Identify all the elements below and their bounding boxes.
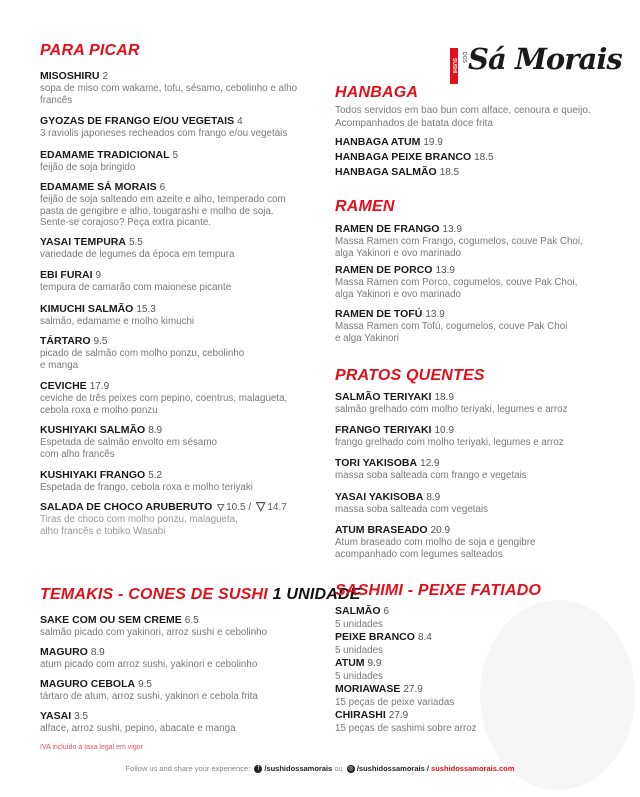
item-desc: 15 peças de peixe variadas [335, 697, 455, 708]
section-title-ramen: RAMEN [335, 198, 395, 215]
item-price: 13.9 [435, 265, 455, 276]
item-name: MISOSHIRU [40, 70, 100, 82]
menu-item [40, 269, 231, 294]
menu-item [335, 491, 488, 516]
large-bowl-icon: ▽ [256, 499, 266, 513]
menu-item [40, 236, 234, 261]
item-desc: variedade de legumes da época em tempura [40, 249, 235, 260]
item-name: HANBAGA ATUM [335, 136, 421, 148]
item-desc: Tiras de choco com molho ponzu, malagueta, alho francês e tobiko Wasabi [40, 514, 238, 537]
menu-item [335, 605, 389, 631]
item-desc: frango grelhado com molho teriyaki, legumes e arroz [335, 437, 564, 448]
item-price: 19.9 [423, 137, 443, 148]
menu-item [40, 149, 178, 174]
menu-item [40, 710, 236, 735]
item-price: 8.4 [417, 632, 432, 643]
item-name: FRANGO TERIYAKI [335, 424, 432, 436]
item-name: RAMEN DE PORCO [335, 264, 433, 276]
item-price: 13.9 [442, 224, 462, 235]
hanbaga-intro: Todos servidos em bao bun com alface, cenoura e queijo. Acompanhados de batata doce frita [335, 105, 591, 129]
menu-item [40, 70, 297, 106]
item-name: YASAI [40, 710, 72, 722]
item-name: YASAI YAKISOBA [335, 491, 424, 503]
vat-note: IVA incluído à taxa legal em vigor [40, 744, 143, 751]
item-name: EDAMAME TRADICIONAL [40, 149, 170, 161]
item-price: 9 [95, 270, 102, 281]
menu-item [40, 115, 287, 140]
item-price: 10.9 [434, 425, 454, 436]
item-name: ATUM [335, 657, 365, 669]
menu-item [40, 424, 217, 460]
item-price: 2 [102, 71, 109, 82]
footer-or: ou [334, 764, 343, 773]
item-desc: alface, arroz sushi, pepino, abacate e manga [40, 723, 236, 734]
item-name: HANBAGA PEIXE BRANCO [335, 151, 472, 163]
item-price: 15.3 [136, 304, 156, 315]
item-price: 9.5 [138, 679, 152, 690]
item-price: 13.9 [425, 309, 445, 320]
facebook-link[interactable]: /sushidossamorais [264, 764, 333, 773]
logo-tag: SUSHI [450, 48, 458, 84]
item-price-small: 10.5 / [226, 502, 252, 513]
section-title-para-picar: PARA PICAR [40, 42, 140, 59]
item-price: 5.5 [128, 237, 143, 248]
item-price: 9.5 [93, 336, 108, 347]
item-price: 18.5 [439, 167, 460, 178]
item-price: 17.9 [89, 381, 110, 392]
item-desc: ceviche de três peixes com pepino, coentrus, malagueta, cebola roxa e molho ponzu [40, 393, 288, 416]
menu-item [335, 151, 494, 164]
menu-item [40, 335, 244, 371]
section-title-pratos-quentes: PRATOS QUENTES [335, 367, 485, 384]
item-desc: sopa de miso com wakame, tofu, sésamo, cebolinho e alho francês [40, 83, 298, 106]
item-price: 6 [383, 606, 390, 617]
item-name: YASAI TEMPURA [40, 236, 126, 248]
item-desc: Espetada de salmão envolto em sésamo com alho francês [40, 437, 217, 460]
menu-item [335, 308, 567, 344]
item-name: ATUM BRASEADO [335, 524, 428, 536]
item-desc: 15 peças de sashimi sobre arroz [335, 723, 477, 734]
item-price: 3.5 [74, 711, 89, 722]
item-desc: massa soba salteada com vegetais [335, 504, 489, 515]
item-name: GYOZAS DE FRANGO E/OU VEGETAIS [40, 115, 235, 127]
facebook-icon: f [254, 765, 262, 773]
item-desc: Espetada de frango, cebola roxa e molho teriyaki [40, 482, 253, 493]
item-price: 5.2 [148, 470, 163, 481]
item-price: 20.9 [430, 525, 451, 536]
logo-dos: DOS [461, 52, 467, 63]
item-desc: feijão de soja salteado em azeite e alho, temperado com pasta de gengibre e alho, tougarashi e molho de soja. Sente-se corajoso? Peça extra picante. [40, 194, 286, 229]
section-title-hanbaga: HANBAGA [335, 84, 419, 101]
item-name: PEIXE BRANCO [335, 631, 415, 643]
section-title-temakis [40, 586, 361, 604]
menu-item [335, 683, 454, 709]
footer-text: Follow us and share your experience: [125, 764, 251, 773]
instagram-link[interactable]: /sushidossamorais [356, 764, 425, 773]
item-name: TORI YAKISOBA [335, 457, 418, 469]
item-name: SALMÃO TERIYAKI [335, 391, 432, 403]
item-desc: salmão picado com yakinori, arroz sushi e cebolinho [40, 627, 268, 638]
temakis-suffix: 1 UNIDADE [272, 586, 361, 603]
small-bowl-icon: ▽ [217, 502, 225, 512]
item-price: 4 [237, 116, 243, 127]
temakis-title: TEMAKIS - CONES DE SUSHI [40, 586, 268, 603]
item-desc: tártaro de atum, arroz sushi, yakinori e cebola frita [40, 691, 258, 702]
background-decoration [480, 600, 635, 790]
item-desc: massa soba salteada com frango e vegetais [335, 470, 527, 481]
menu-item [335, 631, 432, 657]
logo-wordmark: Sá Morais [468, 42, 622, 76]
menu-item [335, 136, 443, 149]
menu-item [40, 181, 286, 229]
item-price: 27.9 [403, 684, 423, 695]
website-link[interactable]: sushidossamorais.com [431, 764, 515, 773]
item-name: EBI FURAI [40, 269, 93, 281]
item-price-large: 14.7 [267, 502, 287, 513]
item-name: MAGURO CEBOLA [40, 678, 136, 690]
menu-item [335, 166, 459, 179]
item-name: SAKE COM OU SEM CREME [40, 614, 182, 626]
menu-item [40, 303, 194, 328]
item-name: MORIAWASE [335, 683, 401, 695]
item-price: 6.5 [184, 615, 199, 626]
menu-item [335, 391, 568, 416]
menu-item [40, 614, 267, 639]
item-name: MAGURO [40, 646, 88, 658]
footer-separator: / [426, 764, 429, 773]
item-desc: 3 raviolis japoneses recheados com frango e/ou vegetais [40, 128, 288, 139]
item-name: HANBAGA SALMÃO [335, 166, 437, 178]
menu-item [335, 264, 577, 300]
menu-item-salada-de-choco [40, 500, 287, 537]
item-desc: Atum braseado com molho de soja e gengibre acompanhado com legumes salteados [335, 537, 536, 560]
item-desc: salmão grelhado com molho teriyaki, legumes e arroz [335, 404, 568, 415]
menu-item [335, 457, 527, 482]
item-desc: picado de salmão com molho ponzu, cebolinho e manga [40, 348, 245, 371]
instagram-icon: ◎ [348, 766, 354, 773]
item-desc: 5 unidades [335, 619, 383, 630]
item-price: 18.5 [474, 152, 494, 163]
item-desc: tempura de camarão com maionese picante [40, 282, 232, 293]
item-name: CHIRASHI [335, 709, 386, 721]
section-title-sashimi: SASHIMI - PEIXE FATIADO [335, 582, 542, 599]
item-name: RAMEN DE FRANGO [335, 223, 440, 235]
item-name: SALMÃO [335, 605, 381, 617]
item-name: TÁRTARO [40, 335, 91, 347]
item-name: KUSHIYAKI FRANGO [40, 469, 146, 481]
item-price: 6 [159, 182, 166, 193]
menu-item [40, 380, 287, 416]
item-price: 18.9 [434, 392, 454, 403]
menu-item [40, 678, 258, 703]
item-price: 9.9 [367, 658, 382, 669]
item-price: 12.9 [420, 458, 440, 469]
menu-item [40, 646, 257, 671]
footer [0, 764, 640, 773]
item-desc: 5 unidades [335, 671, 383, 682]
item-name: KUSHIYAKI SALMÃO [40, 424, 146, 436]
item-name: EDAMAME SÁ MORAIS [40, 181, 157, 193]
item-desc: Massa Ramen com Porco, cogumelos, couve Pak Choi, alga Yakinori e ovo marinado [335, 277, 578, 300]
item-desc: salmão, edamame e molho kimuchi [40, 316, 195, 327]
menu-item [40, 469, 253, 494]
item-name: CEVICHE [40, 380, 87, 392]
brand-logo [450, 42, 622, 88]
item-desc: Massa Ramen com Tofú, cogumelos, couve Pak Choi e alga Yakinori [335, 321, 568, 344]
item-desc: 5 unidades [335, 645, 383, 656]
item-price: 27.9 [388, 710, 409, 721]
menu-item [335, 524, 535, 560]
menu-item [335, 709, 477, 735]
item-name: RAMEN DE TOFÚ [335, 308, 423, 320]
menu-item [335, 223, 583, 259]
menu-item [335, 424, 564, 449]
item-price: 8.9 [90, 647, 105, 658]
item-name: KIMUCHI SALMÃO [40, 303, 134, 315]
item-name: SALADA DE CHOCO ARUBERUTO [40, 501, 213, 513]
item-price: 8.9 [426, 492, 441, 503]
item-desc: atum picado com arroz sushi, yakinori e cebolinho [40, 659, 258, 670]
item-price: 5 [172, 150, 179, 161]
item-desc: feijão de soja bringido [40, 162, 136, 173]
menu-item [335, 657, 383, 683]
item-price: 8.9 [148, 425, 163, 436]
item-desc: Massa Ramen com Frango, cogumelos, couve Pak Choi, alga Yakinori e ovo marinado [335, 236, 583, 259]
